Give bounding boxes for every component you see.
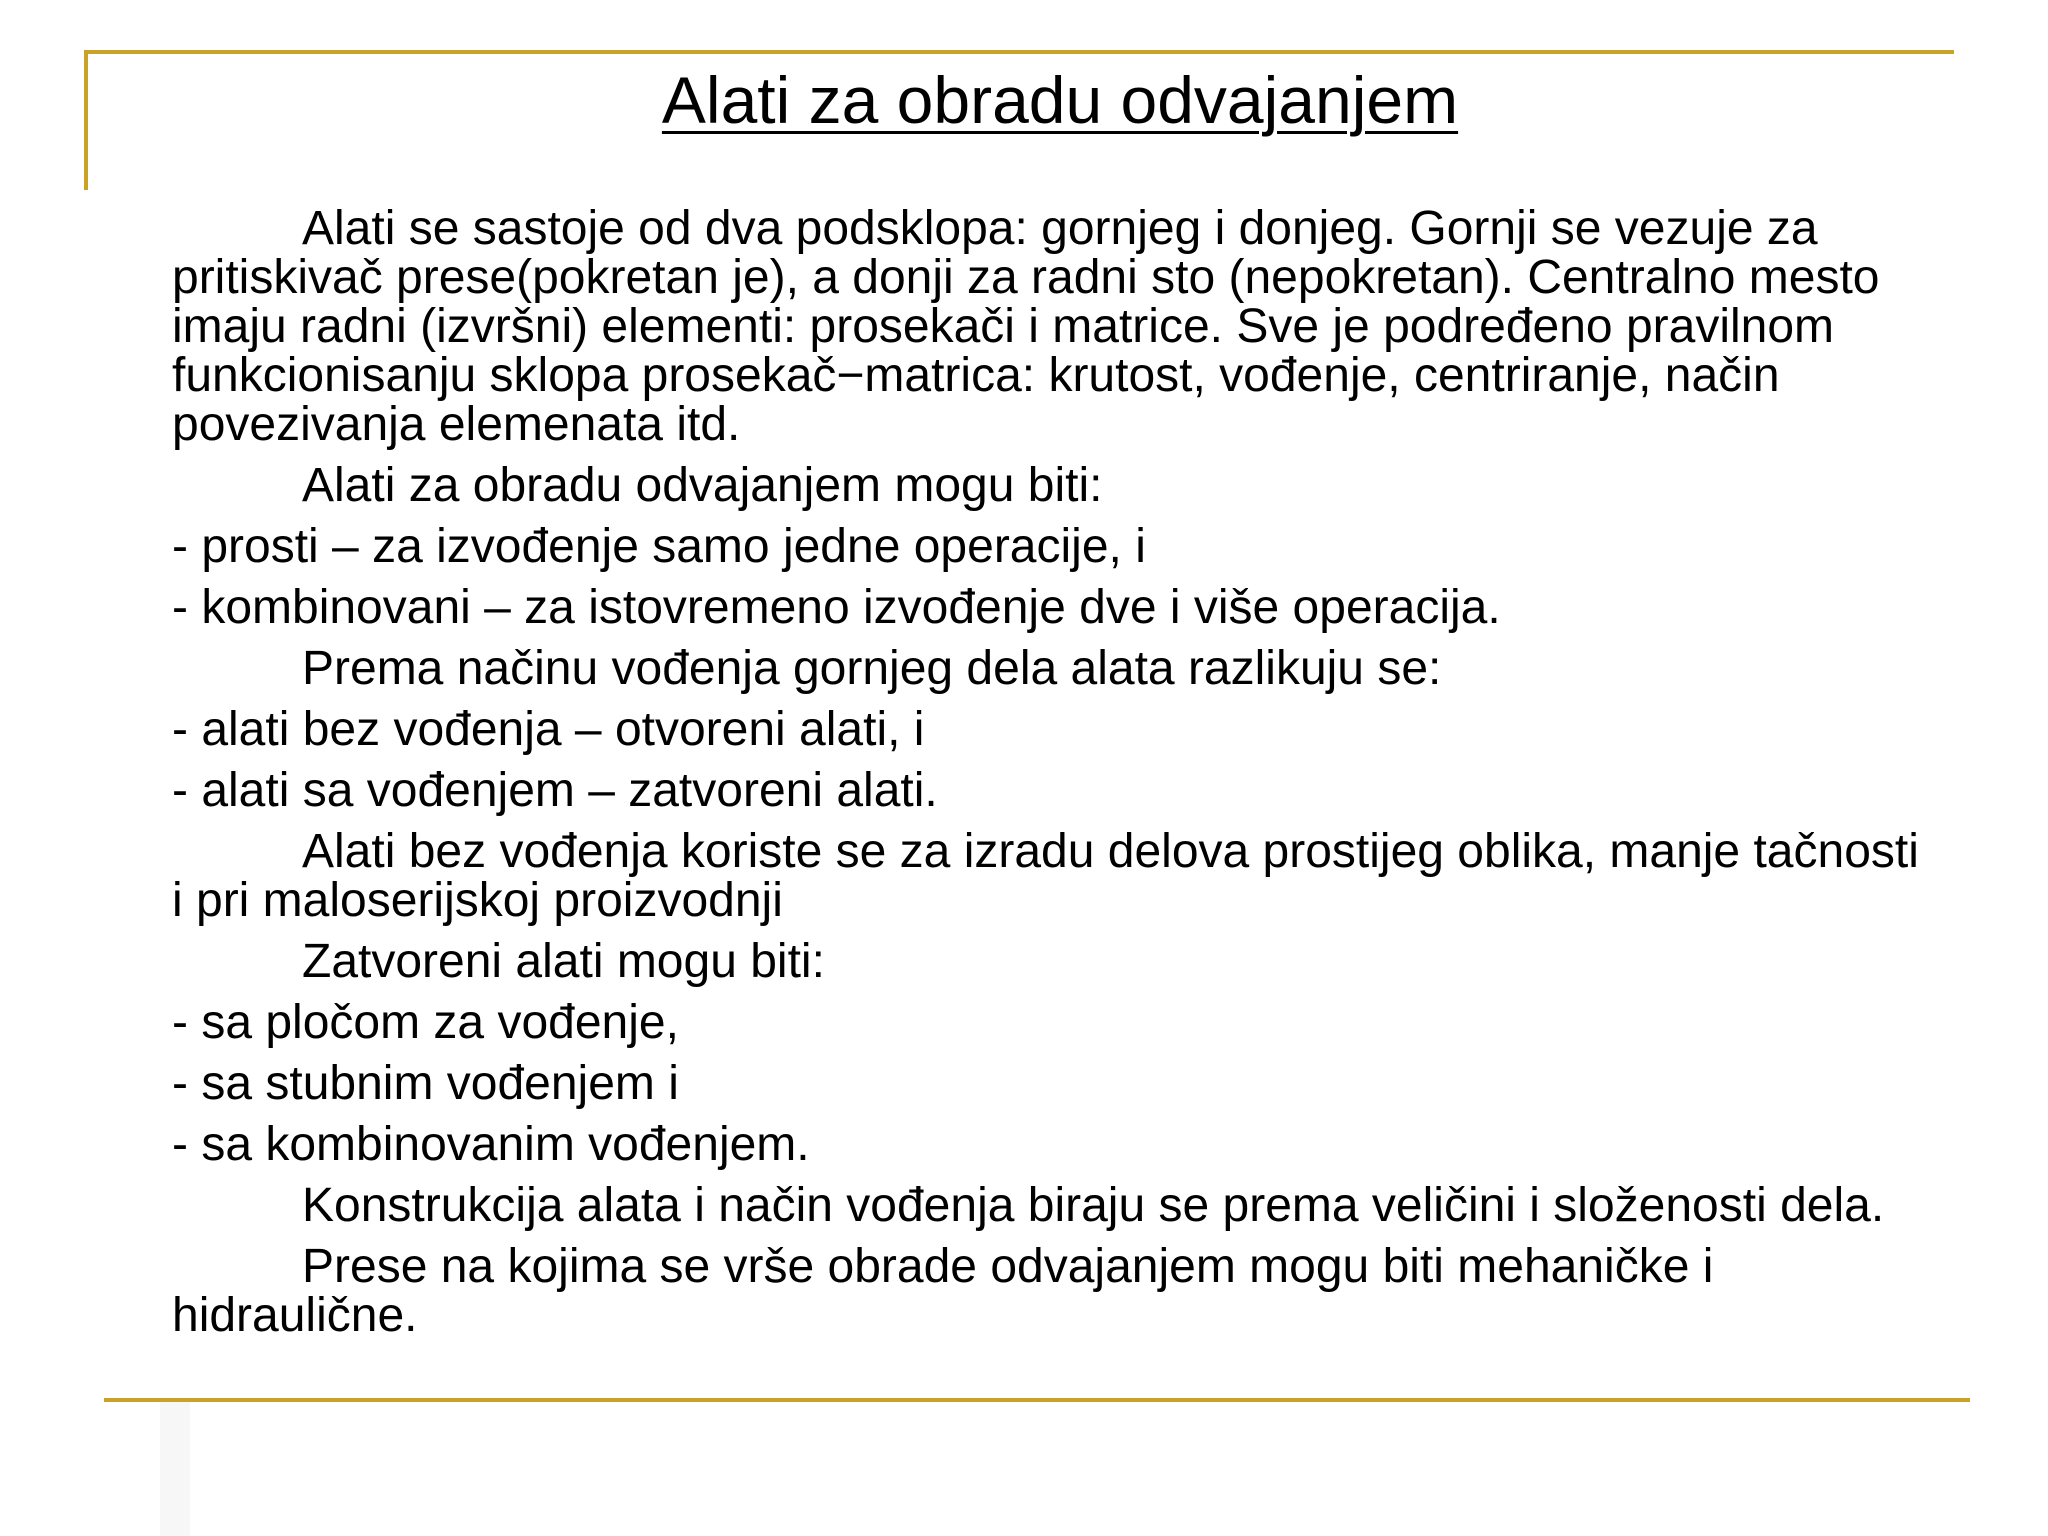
slide-title: Alati za obradu odvajanjem [661,63,1459,137]
frame-top-rule [84,50,1954,54]
list-item: - prosti – za izvođenje samo jedne operacije, i [172,520,1146,573]
paragraph-intro: Alati se sastoje od dva podsklopa: gornjeg i donjeg. Gornji se vezuje za pritiskivač prese(pokretan je), a donji za radni sto (nepokretan). Centralno mesto imaju radni (izvršni) elementi: prosekači i matrice. Sve je podređeno pravilnom funkcionisanju sklopa prosekač−matrica: krutost, vođenje, centriranje, način povezivanja elemenata itd. [172,202,1880,451]
frame-bottom-rule [104,1398,1970,1402]
list-item: - sa kombinovanim vođenjem. [172,1118,810,1171]
list-item: - sa pločom za vođenje, [172,996,679,1049]
paragraph-presses: Prese na kojima se vrše obrade odvajanjem mogu biti mehaničke i hidraulične. [172,1240,1714,1342]
list-item: - alati sa vođenjem – zatvoreni alati. [172,764,938,817]
list-item: - kombinovani – za istovremeno izvođenje dve i više operacija. [172,581,1501,634]
paragraph-guidance-lead: Prema načinu vođenja gornjeg dela alata razlikuju se: [302,642,1442,695]
decorative-strip [160,1402,190,1536]
list-item: - sa stubnim vođenjem i [172,1057,679,1110]
paragraph-open-tools: Alati bez vođenja koriste se za izradu delova prostijeg oblika, manje tačnosti i pri maloserijskoj proizvodnji [172,825,1919,927]
paragraph-types-lead: Alati za obradu odvajanjem mogu biti: [302,459,1103,512]
list-item: - alati bez vođenja – otvoreni alati, i [172,703,925,756]
slide-body [172,204,1942,1352]
paragraph-closed-tools-lead: Zatvoreni alati mogu biti: [302,935,825,988]
paragraph-construction: Konstrukcija alata i način vođenja biraju se prema veličini i složenosti dela. [302,1179,1885,1232]
